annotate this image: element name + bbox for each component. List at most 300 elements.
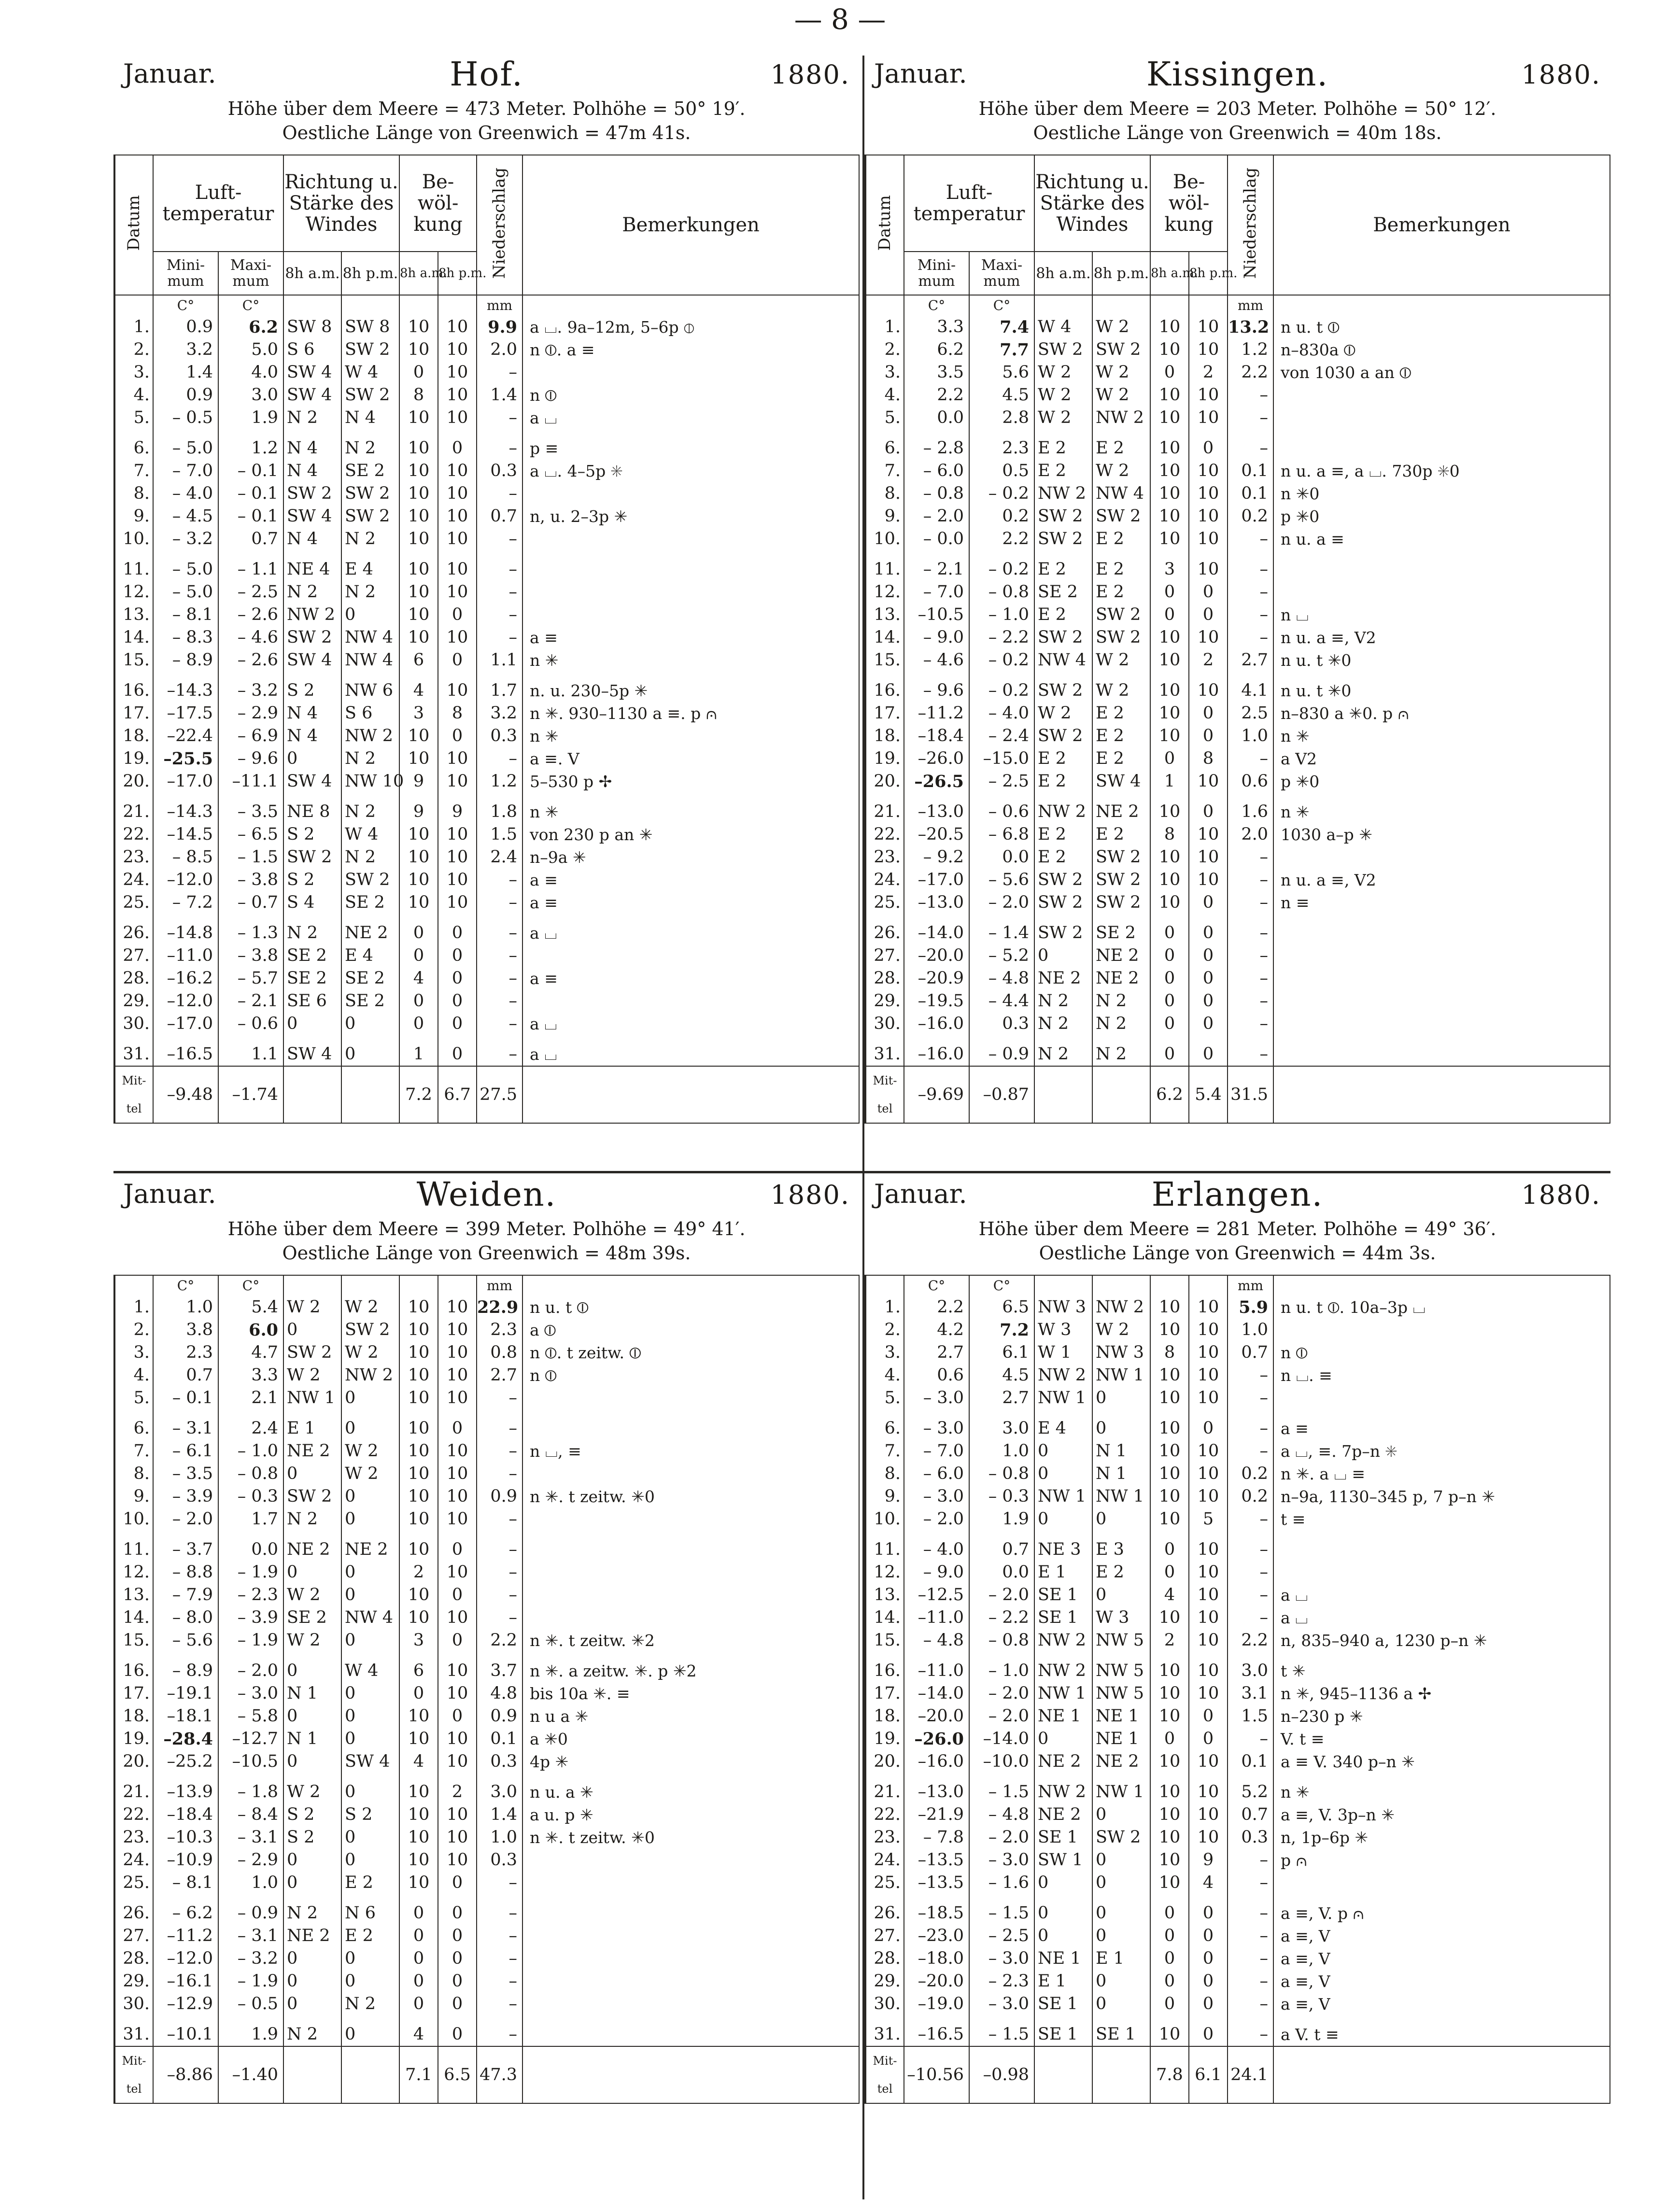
wind-am: SW 4	[283, 649, 341, 672]
cloud-pm: 0	[1189, 604, 1228, 626]
min-temp: – 7.0	[904, 1440, 969, 1463]
table-row	[114, 1660, 859, 1682]
row-day: 14.	[114, 1606, 153, 1629]
wind-am: SE 1	[1034, 1993, 1092, 2015]
remarks: a ≡. V	[522, 747, 859, 770]
min-temp: – 8.3	[153, 626, 218, 649]
cloud-pm: 8	[1189, 747, 1228, 770]
precipitation: –	[1228, 967, 1273, 990]
table-row	[114, 626, 859, 649]
cloud-pm: 10	[1189, 1803, 1228, 1826]
remarks: a ✳0	[522, 1728, 859, 1750]
cloud-pm: 10	[438, 1750, 477, 1773]
row-day: 27.	[114, 944, 153, 967]
wind-pm: E 2	[1092, 747, 1150, 770]
cloud-pm: 0	[438, 1705, 477, 1728]
wind-am: N 1	[283, 1728, 341, 1750]
wind-pm: NW 2	[341, 725, 399, 747]
max-temp: – 4.8	[969, 967, 1034, 990]
cloud-pm: 10	[1189, 823, 1228, 846]
cloud-pm: 10	[438, 1660, 477, 1682]
weather-table	[864, 1275, 1610, 2104]
cloud-am: 10	[1150, 2023, 1189, 2046]
weather-table	[864, 155, 1610, 1124]
min-temp: –16.0	[904, 1013, 969, 1035]
min-temp: 3.8	[153, 1319, 218, 1341]
remarks: p ⩀	[1273, 1849, 1610, 1872]
wind-am: S 2	[283, 823, 341, 846]
remarks	[522, 1970, 859, 1993]
max-temp: – 0.9	[969, 1043, 1034, 1066]
min-temp: –18.4	[904, 725, 969, 747]
row-day: 12.	[865, 581, 904, 604]
max-temp: 1.2	[218, 437, 283, 460]
precipitation: –	[477, 1947, 522, 1970]
mean-remarks	[1273, 1066, 1610, 1123]
remarks	[522, 2023, 859, 2046]
row-day: 18.	[865, 725, 904, 747]
cloud-am: 10	[399, 528, 438, 550]
table-row	[114, 1826, 859, 1849]
cloud-am: 0	[1150, 1925, 1189, 1947]
min-temp: –14.0	[904, 922, 969, 944]
precipitation: 3.7	[477, 1660, 522, 1682]
min-temp: – 3.7	[153, 1538, 218, 1561]
row-day: 22.	[114, 823, 153, 846]
min-temp: – 3.5	[153, 1463, 218, 1485]
min-temp: –18.0	[904, 1947, 969, 1970]
cloud-am: 0	[1150, 1043, 1189, 1066]
wind-pm: W 2	[1092, 361, 1150, 384]
cloud-am: 0	[1150, 1561, 1189, 1584]
wind-am: 0	[283, 1849, 341, 1872]
remarks	[522, 990, 859, 1013]
cloud-am: 10	[1150, 316, 1189, 338]
wind-pm: N 2	[341, 846, 399, 869]
wind-pm: SW 2	[341, 384, 399, 407]
row-day: 17.	[114, 1682, 153, 1705]
row-day: 11.	[114, 1538, 153, 1561]
cloud-pm: 10	[438, 361, 477, 384]
remarks	[1273, 581, 1610, 604]
cloud-pm: 10	[438, 316, 477, 338]
min-temp: – 7.2	[153, 891, 218, 914]
row-day: 25.	[865, 1872, 904, 1894]
table-row	[114, 770, 859, 793]
min-temp: –18.1	[153, 1705, 218, 1728]
min-temp: –10.5	[904, 604, 969, 626]
precipitation: –	[1228, 1584, 1273, 1606]
table-row	[865, 558, 1610, 581]
max-temp: 2.3	[969, 437, 1034, 460]
max-temp: – 0.1	[218, 482, 283, 505]
precipitation: 1.0	[1228, 725, 1273, 747]
remarks: a ⌴. 9a–12m, 5–6p ⦶	[522, 316, 859, 338]
cloud-pm: 10	[438, 505, 477, 528]
table-row	[114, 944, 859, 967]
min-temp: –17.0	[904, 869, 969, 891]
header-cloud-am: 8h a.m.	[399, 252, 438, 295]
wind-pm: 0	[341, 604, 399, 626]
remarks	[1273, 437, 1610, 460]
row-day: 13.	[114, 604, 153, 626]
remarks	[522, 528, 859, 550]
precipitation: –	[1228, 891, 1273, 914]
wind-pm: 0	[341, 1849, 399, 1872]
row-day: 19.	[114, 1728, 153, 1750]
mean-precipitation: 27.5	[477, 1066, 522, 1123]
precipitation: –	[1228, 604, 1273, 626]
cloud-am: 10	[399, 1584, 438, 1606]
wind-am: SW 2	[1034, 528, 1092, 550]
min-temp: – 0.0	[904, 528, 969, 550]
max-temp: – 2.5	[218, 581, 283, 604]
row-day: 1.	[865, 1296, 904, 1319]
wind-pm: SW 2	[1092, 338, 1150, 361]
header-bewoelkung: Be- wöl- kung	[399, 155, 477, 252]
row-day: 28.	[114, 967, 153, 990]
max-temp: – 3.8	[218, 944, 283, 967]
min-temp: –23.0	[904, 1925, 969, 1947]
min-temp: – 8.1	[153, 604, 218, 626]
table-row	[865, 1606, 1610, 1629]
max-temp: 1.0	[218, 1872, 283, 1894]
cloud-am: 0	[1150, 1993, 1189, 2015]
row-day: 15.	[114, 1629, 153, 1652]
remarks: n u. t ✳0	[1273, 649, 1610, 672]
precipitation: –	[477, 1561, 522, 1584]
precipitation: –	[477, 944, 522, 967]
remarks	[1273, 1043, 1610, 1066]
cloud-pm: 10	[1189, 460, 1228, 482]
remarks: n ✳	[1273, 725, 1610, 747]
wind-pm: 0	[341, 1561, 399, 1584]
wind-am: NW 1	[1034, 1387, 1092, 1409]
min-temp: – 2.0	[153, 1508, 218, 1531]
cloud-am: 10	[1150, 725, 1189, 747]
header-minimum: Mini- mum	[904, 252, 969, 295]
cloud-pm: 10	[1189, 1629, 1228, 1652]
cloud-am: 10	[399, 1364, 438, 1387]
wind-am: NW 2	[1034, 482, 1092, 505]
wind-am: NW 1	[1034, 1682, 1092, 1705]
wind-pm: NW 5	[1092, 1629, 1150, 1652]
min-temp: –13.5	[904, 1849, 969, 1872]
wind-am: W 2	[283, 1364, 341, 1387]
table-row	[865, 1296, 1610, 1319]
mean-remarks	[522, 2046, 859, 2103]
wind-pm: N 2	[341, 437, 399, 460]
wind-am: N 2	[283, 581, 341, 604]
max-temp: 5.4	[218, 1296, 283, 1319]
wind-pm: 0	[341, 1043, 399, 1066]
remarks: n ✳. a ⌴ ≡	[1273, 1463, 1610, 1485]
min-temp: – 4.0	[904, 1538, 969, 1561]
header-wind: Richtung u. Stärke des Windes	[283, 155, 399, 252]
min-temp: 3.2	[153, 338, 218, 361]
remarks: von 1030 a an ⦶	[1273, 361, 1610, 384]
row-day: 4.	[865, 384, 904, 407]
cloud-am: 10	[399, 1463, 438, 1485]
min-temp: – 4.6	[904, 649, 969, 672]
wind-am: SW 2	[1034, 626, 1092, 649]
cloud-am: 10	[1150, 1417, 1189, 1440]
wind-pm: NW 4	[341, 649, 399, 672]
remarks	[1273, 384, 1610, 407]
min-temp: 0.0	[904, 407, 969, 429]
wind-pm: NW 2	[341, 1364, 399, 1387]
wind-am: SW 2	[283, 1341, 341, 1364]
wind-pm: NE 2	[341, 922, 399, 944]
wind-am: W 2	[283, 1629, 341, 1652]
cloud-am: 10	[399, 581, 438, 604]
cloud-pm: 0	[1189, 891, 1228, 914]
wind-am: SE 2	[1034, 581, 1092, 604]
precipitation: –	[477, 1440, 522, 1463]
row-day: 7.	[114, 460, 153, 482]
remarks: n ✳	[1273, 1781, 1610, 1803]
row-day: 4.	[114, 1364, 153, 1387]
table-row	[114, 1417, 859, 1440]
min-temp: – 2.1	[904, 558, 969, 581]
precipitation: –	[1228, 1440, 1273, 1463]
wind-am: W 2	[1034, 361, 1092, 384]
wind-pm: 0	[341, 1682, 399, 1705]
remarks: n–230 p ✳	[1273, 1705, 1610, 1728]
table-row	[114, 679, 859, 702]
row-day: 23.	[865, 846, 904, 869]
row-day: 13.	[865, 1584, 904, 1606]
cloud-pm: 5	[1189, 1508, 1228, 1531]
wind-am: NE 2	[283, 1925, 341, 1947]
table-row	[114, 482, 859, 505]
min-temp: 2.3	[153, 1341, 218, 1364]
precipitation: 1.4	[477, 1803, 522, 1826]
cloud-pm: 10	[1189, 1463, 1228, 1485]
precipitation: 4.1	[1228, 679, 1273, 702]
row-day: 29.	[114, 1970, 153, 1993]
wind-pm: SW 8	[341, 316, 399, 338]
wind-pm: SW 4	[1092, 770, 1150, 793]
table-row	[114, 1606, 859, 1629]
cloud-am: 10	[1150, 482, 1189, 505]
cloud-am: 10	[399, 846, 438, 869]
remarks: n u. t ⦶	[1273, 316, 1610, 338]
cloud-pm: 9	[1189, 1849, 1228, 1872]
wind-am: NW 2	[1034, 1781, 1092, 1803]
min-temp: –11.0	[904, 1660, 969, 1682]
remarks	[1273, 1319, 1610, 1341]
remarks: n u. a ≡	[1273, 528, 1610, 550]
row-day: 31.	[865, 2023, 904, 2046]
max-temp: – 0.8	[969, 581, 1034, 604]
precipitation: 1.0	[477, 1826, 522, 1849]
row-day: 17.	[114, 702, 153, 725]
min-temp: – 2.0	[904, 505, 969, 528]
wind-am: N 2	[1034, 1013, 1092, 1035]
min-temp: –20.0	[904, 1970, 969, 1993]
min-temp: – 2.8	[904, 437, 969, 460]
max-temp: – 3.5	[218, 801, 283, 823]
wind-am: N 2	[1034, 1043, 1092, 1066]
mean-cloud-pm: 6.5	[438, 2046, 477, 2103]
row-day: 14.	[865, 626, 904, 649]
table-row	[114, 1584, 859, 1606]
min-temp: 3.5	[904, 361, 969, 384]
wind-pm: N 2	[1092, 990, 1150, 1013]
remarks: n ✳, 945–1136 a ✢	[1273, 1682, 1610, 1705]
max-temp: – 3.2	[218, 1947, 283, 1970]
cloud-am: 10	[399, 558, 438, 581]
wind-pm: W 2	[341, 1463, 399, 1485]
cloud-pm: 10	[438, 1803, 477, 1826]
remarks	[1273, 1538, 1610, 1561]
max-temp: 1.9	[218, 2023, 283, 2046]
row-day: 21.	[114, 801, 153, 823]
row-day: 13.	[114, 1584, 153, 1606]
precipitation: –	[477, 1538, 522, 1561]
station-header	[864, 56, 1610, 155]
table-row	[865, 1485, 1610, 1508]
precipitation: 1.1	[477, 649, 522, 672]
wind-am: NE 2	[1034, 1803, 1092, 1826]
header-wind-pm: 8h p.m.	[341, 252, 399, 295]
precipitation: 5.2	[1228, 1781, 1273, 1803]
remarks: n u. t ⦶. 10a–3p ⌴	[1273, 1296, 1610, 1319]
remarks: a u. p ✳	[522, 1803, 859, 1826]
wind-am: NE 1	[1034, 1705, 1092, 1728]
max-temp: – 1.5	[969, 1902, 1034, 1925]
precipitation: 2.7	[477, 1364, 522, 1387]
wind-am: SW 8	[283, 316, 341, 338]
wind-pm: NE 2	[1092, 944, 1150, 967]
table-row	[865, 1387, 1610, 1409]
remarks: a ≡, V	[1273, 1993, 1610, 2015]
table-row	[114, 922, 859, 944]
precipitation: –	[477, 1417, 522, 1440]
header-datum: Datum	[865, 155, 904, 295]
precipitation: –	[477, 437, 522, 460]
wind-pm: E 2	[341, 1872, 399, 1894]
remarks: n u. a ≡, a ⌴. 730p ✳0	[1273, 460, 1610, 482]
wind-pm: E 4	[341, 558, 399, 581]
wind-am: 0	[283, 1872, 341, 1894]
cloud-pm: 10	[1189, 1440, 1228, 1463]
min-temp: –20.0	[904, 944, 969, 967]
cloud-am: 0	[399, 922, 438, 944]
header-lufttemperatur: Luft- temperatur	[904, 155, 1034, 252]
table-row	[865, 437, 1610, 460]
wind-pm: NE 2	[1092, 801, 1150, 823]
row-day: 16.	[114, 1660, 153, 1682]
wind-am: NE 3	[1034, 1538, 1092, 1561]
table-row	[114, 316, 859, 338]
station-erlangen	[864, 1176, 1610, 2199]
precipitation: –	[1228, 747, 1273, 770]
remarks: n ✳. t zeitw. ✳2	[522, 1629, 859, 1652]
remarks: n ⦶	[522, 384, 859, 407]
row-day: 28.	[865, 967, 904, 990]
precipitation: 0.3	[477, 460, 522, 482]
wind-am: SW 2	[1034, 338, 1092, 361]
header-wind-pm: 8h p.m.	[1092, 252, 1150, 295]
cloud-am: 10	[399, 338, 438, 361]
row-day: 26.	[865, 1902, 904, 1925]
max-temp: – 3.0	[969, 1993, 1034, 2015]
remarks: n u. t ⦶	[522, 1296, 859, 1319]
mean-min: –10.56	[904, 2046, 969, 2103]
station-elevation-latitude: Höhe über dem Meere = 203 Meter. Polhöhe = 50° 12′.	[978, 98, 1496, 119]
station-elevation-latitude: Höhe über dem Meere = 473 Meter. Polhöhe = 50° 19′.	[227, 98, 746, 119]
max-temp: 5.0	[218, 338, 283, 361]
table-row	[865, 747, 1610, 770]
wind-am: S 2	[283, 1803, 341, 1826]
cloud-am: 0	[1150, 747, 1189, 770]
mean-cloud-am: 7.1	[399, 2046, 438, 2103]
row-day: 16.	[865, 1660, 904, 1682]
min-temp: –16.5	[153, 1043, 218, 1066]
min-temp: –12.0	[153, 1947, 218, 1970]
cloud-am: 10	[1150, 679, 1189, 702]
cloud-am: 10	[399, 1705, 438, 1728]
precipitation: –	[477, 604, 522, 626]
unit-mm: mm	[477, 1275, 522, 1296]
cloud-pm: 0	[1189, 967, 1228, 990]
max-temp: 7.2	[969, 1319, 1034, 1341]
wind-am: 0	[1034, 944, 1092, 967]
wind-pm: 0	[1092, 1508, 1150, 1531]
max-temp: – 6.9	[218, 725, 283, 747]
row-day: 20.	[114, 1750, 153, 1773]
remarks: n–830a ⦶	[1273, 338, 1610, 361]
cloud-pm: 10	[438, 1561, 477, 1584]
wind-am: 0	[283, 1463, 341, 1485]
wind-am: N 2	[283, 922, 341, 944]
cloud-am: 10	[1150, 1660, 1189, 1682]
cloud-am: 10	[399, 1728, 438, 1750]
cloud-pm: 10	[438, 1485, 477, 1508]
wind-pm: 0	[341, 1629, 399, 1652]
max-temp: 5.6	[969, 361, 1034, 384]
table-row	[114, 1925, 859, 1947]
max-temp: – 3.8	[218, 869, 283, 891]
table-row	[865, 407, 1610, 429]
min-temp: 4.2	[904, 1319, 969, 1341]
header-maximum: Maxi- mum	[969, 252, 1034, 295]
remarks: a ≡, V. 3p–n ✳	[1273, 1803, 1610, 1826]
cloud-am: 4	[1150, 1584, 1189, 1606]
wind-pm: E 2	[1092, 558, 1150, 581]
precipitation: –	[1228, 1417, 1273, 1440]
row-day: 28.	[114, 1947, 153, 1970]
cloud-pm: 10	[1189, 316, 1228, 338]
max-temp: – 6.5	[218, 823, 283, 846]
year-label: 1880.	[770, 59, 850, 90]
cloud-am: 10	[399, 626, 438, 649]
max-temp: – 2.0	[969, 1682, 1034, 1705]
wind-pm: 0	[341, 1705, 399, 1728]
precipitation: –	[1228, 922, 1273, 944]
wind-pm: W 4	[341, 361, 399, 384]
row-day: 22.	[114, 1803, 153, 1826]
station-elevation-latitude: Höhe über dem Meere = 399 Meter. Polhöhe = 49° 41′.	[227, 1218, 746, 1239]
header-bewoelkung: Be- wöl- kung	[1150, 155, 1228, 252]
cloud-am: 0	[1150, 1970, 1189, 1993]
precipitation: –	[477, 581, 522, 604]
table-row	[114, 1364, 859, 1387]
max-temp: 1.9	[218, 407, 283, 429]
cloud-pm: 0	[438, 1970, 477, 1993]
